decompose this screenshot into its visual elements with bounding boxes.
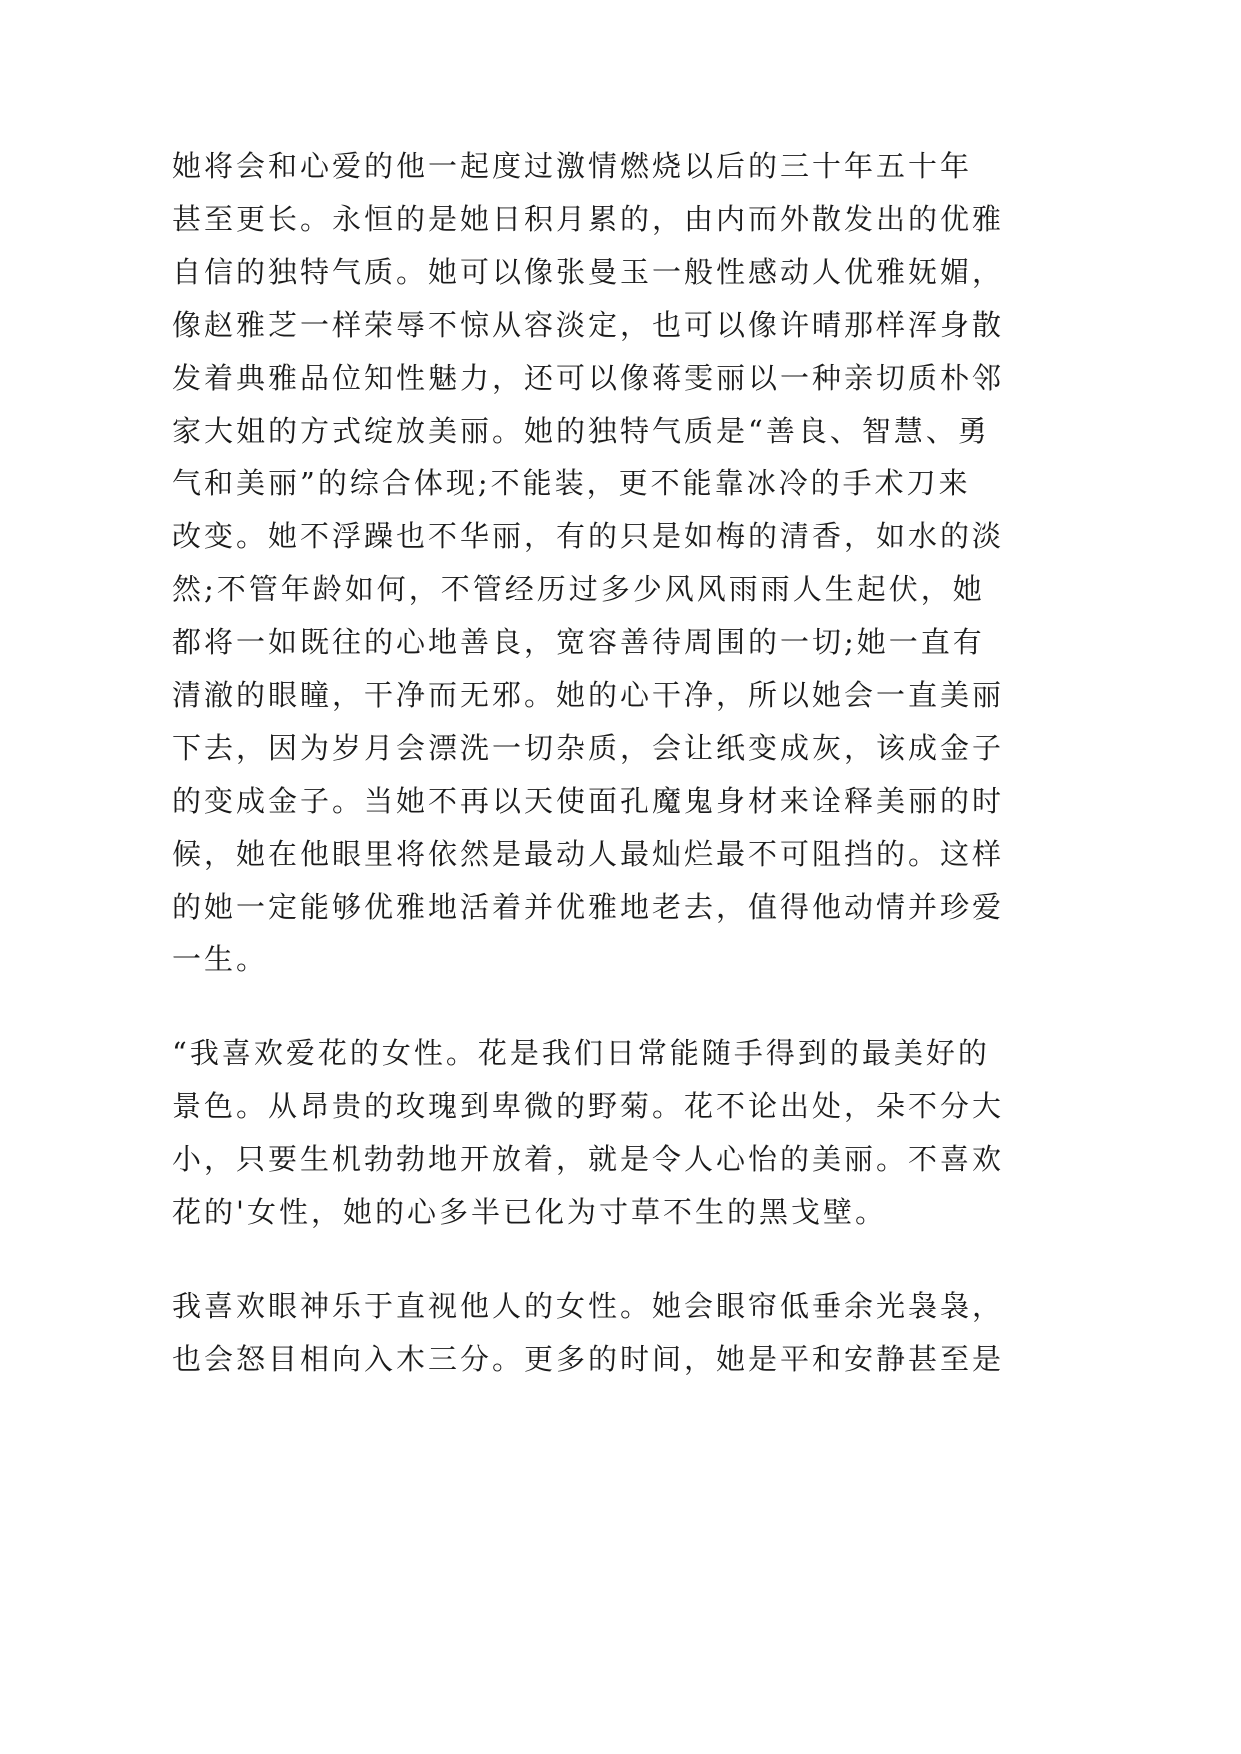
text-line: 她将会和心爱的他一起度过激情燃烧以后的三十年五十年 bbox=[172, 149, 973, 183]
text-line: 花的'女性，她的心多半已化为寸草不生的黑戈壁。 bbox=[172, 1195, 887, 1229]
text-line: 改变。她不浮躁也不华丽，有的只是如梅的清香，如水的淡 bbox=[172, 519, 1005, 553]
text-line: 的她一定能够优雅地活着并优雅地老去，值得他动情并珍爱 bbox=[172, 890, 1005, 924]
text-line: 小，只要生机勃勃地开放着，就是令人心怡的美丽。不喜欢 bbox=[172, 1142, 1005, 1176]
text-line: 我喜欢眼神乐于直视他人的女性。她会眼帘低垂余光袅袅， bbox=[172, 1289, 1005, 1323]
text-line: “我喜欢爱花的女性。花是我们日常能随手得到的最美好的 bbox=[172, 1036, 990, 1070]
text-line: 像赵雅芝一样荣辱不惊从容淡定，也可以像许晴那样浑身散 bbox=[172, 308, 1005, 342]
text-line: 自信的独特气质。她可以像张曼玉一般性感动人优雅妩媚， bbox=[172, 255, 1005, 289]
text-line: 候，她在他眼里将依然是最动人最灿烂最不可阻挡的。这样 bbox=[172, 837, 1005, 871]
text-line: 的变成金子。当她不再以天使面孔魔鬼身材来诠释美丽的时 bbox=[172, 784, 1005, 818]
text-line: 一生。 bbox=[172, 942, 269, 976]
text-line: 甚至更长。永恒的是她日积月累的，由内而外散发出的优雅 bbox=[172, 202, 1005, 236]
text-line: 景色。从昂贵的玫瑰到卑微的野菊。花不论出处，朵不分大 bbox=[172, 1089, 1005, 1123]
text-line: 也会怒目相向入木三分。更多的时间，她是平和安静甚至是 bbox=[172, 1342, 1005, 1376]
text-line: 下去，因为岁月会漂洗一切杂质，会让纸变成灰，该成金子 bbox=[172, 731, 1005, 765]
text-line: 清澈的眼瞳，干净而无邪。她的心干净，所以她会一直美丽 bbox=[172, 678, 1005, 712]
text-line: 然;不管年龄如何，不管经历过多少风风雨雨人生起伏，她 bbox=[172, 572, 985, 606]
text-line: 家大姐的方式绽放美丽。她的独特气质是“善良、智慧、勇 bbox=[172, 414, 990, 448]
text-line: 气和美丽”的综合体现;不能装，更不能靠冰冷的手术刀来 bbox=[172, 466, 971, 500]
text-line: 都将一如既往的心地善良，宽容善待周围的一切;她一直有 bbox=[172, 625, 985, 659]
text-line: 发着典雅品位知性魅力，还可以像蒋雯丽以一种亲切质朴邻 bbox=[172, 361, 1005, 395]
